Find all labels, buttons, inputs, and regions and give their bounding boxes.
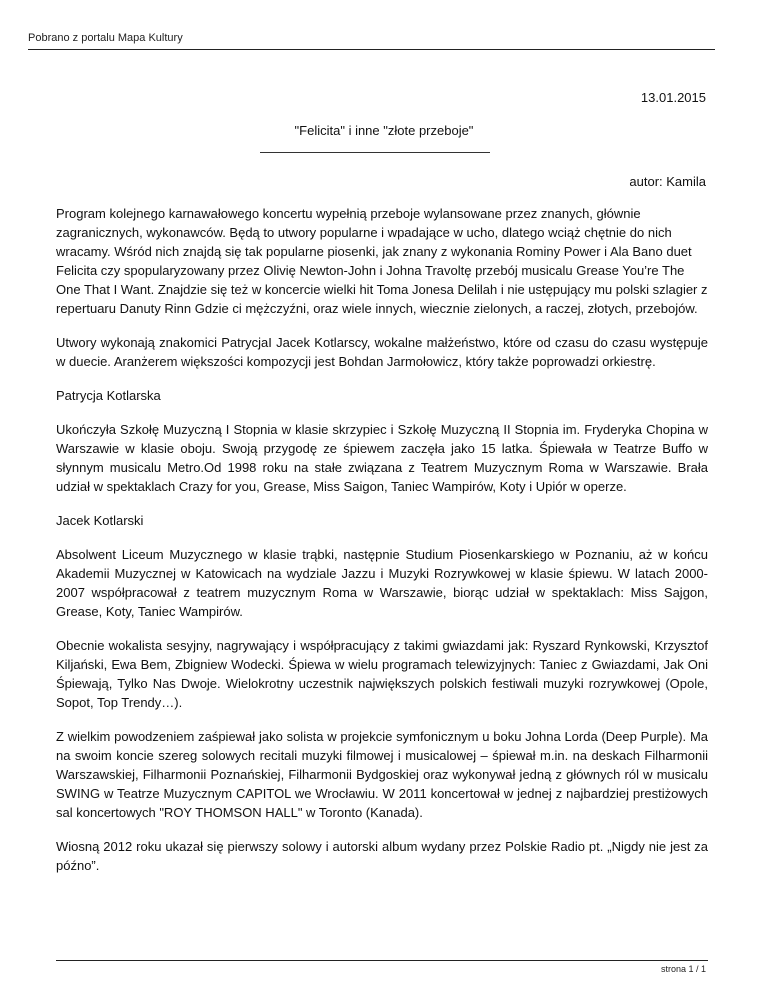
jacek-bio-paragraph-1: Absolwent Liceum Muzycznego w klasie trąbki, następnie Studium Piosenkarskiego w Poznaniu, aż w końcu Akademii Muzycznej w Katowicach na wydziale Jazzu i Muzyki Rozrywkowej w klasie śpiewu. W latach 2000-2007 współpracował z teatrem muzycznym Roma w Warszawie, biorąc udział w spektaklach: Miss Sajgon, Grease, Koty, Taniec Wampirów.	[56, 547, 708, 619]
article-date: 13.01.2015	[640, 90, 706, 105]
album-paragraph: Wiosną 2012 roku ukazał się pierwszy solowy i autorski album wydany przez Polskie Radio pt. „Nigdy nie jest za późno”.	[56, 839, 708, 873]
header-divider	[28, 49, 715, 50]
article-title: "Felicita" i inne "złote przeboje"	[294, 123, 474, 138]
patrycja-bio-paragraph: Ukończyła Szkołę Muzyczną I Stopnia w klasie skrzypiec i Szkołę Muzyczną II Stopnia im. Fryderyka Chopina w Warszawie w klasie oboju. Swoją przygodę ze śpiewem zaczęła jako 15 latka. Śpiewała w Teatrze Buffo w słynnym musicalu Metro.Od 1998 roku na stałe związana z Teatrem Muzycznym Roma w Warszawie. Brała udział w spektaklach Crazy for you, Grease, Miss Saigon, Taniec Wampirów, Koty i Upiór w operze.	[56, 422, 708, 494]
portal-source-label: Pobrano z portalu Mapa Kultury	[28, 32, 183, 44]
jacek-bio-paragraph-2: Obecnie wokalista sesyjny, nagrywający i współpracujący z takimi gwiazdami jak: Ryszard Rynkowski, Krzysztof Kiljański, Ewa Bem, Zbigniew Wodecki. Śpiewa w wielu programach telewizyjnych: Taniec z Gwiazdami, Jak Oni Śpiewają, Tylko Nas Dwoje. Wielokrotny uczestnik największych polskich festiwali muzyki rozrywkowej (Opole, Sopot, Top Trendy…).	[56, 638, 708, 710]
section-heading-patrycja: Patrycja Kotlarska	[56, 388, 161, 403]
article-body	[56, 204, 708, 890]
intro-paragraph: Program kolejnego karnawałowego koncertu wypełnią przeboje wylansowane przez znanych, głównie zagranicznych, wykonawców. Będą to utwory popularne i wpadające w ucho, dlatego wciąż chętnie do nich wracamy. Wśród nich znajdą się tak popularne piosenki, jak znany z wykonania Rominy Power i Ala Bano duet Felicita czy spopularyzowany przez Olivię Newton-John i Johna Travoltę przebój musicalu Grease You’re The One That I Want. Znajdzie się też w koncercie wielki hit Toma Jonesa Delilah i nie ustępujący mu polski szlagier z repertuaru Danuty Rinn Gdzie ci mężczyźni, oraz wiele innych, wiecznie zielonych, a raczej, złotych, przebojów.	[56, 206, 708, 316]
article-author: autor: Kamila	[629, 174, 706, 189]
title-underline	[260, 152, 490, 153]
footer-divider	[56, 960, 708, 961]
jacek-bio-paragraph-3: Z wielkim powodzeniem zaśpiewał jako solista w projekcie symfonicznym u boku Johna Lorda (Deep Purple). Ma na swoim koncie szereg solowych recitali muzyki filmowej i musicalowej – śpiewał m.in. na deskach Filharmonii Warszawskiej, Filharmonii Poznańskiej, Filharmonii Bydgoskiej oraz wykonywał jedną z głównych ról w musicalu SWING w Teatrze Muzycznym CAPITOL we Wrocławiu. W 2011 koncertował w jednej z najbardziej prestiżowych sal koncertowych "ROY THOMSON HALL" w Toronto (Kanada).	[56, 729, 708, 820]
performers-paragraph: Utwory wykonają znakomici PatrycjaI Jacek Kotlarscy, wokalne małżeństwo, które od czasu do czasu występuje w duecie. Aranżerem większości kompozycji jest Bohdan Jarmołowicz, który także poprowadzi orkiestrę.	[56, 335, 708, 369]
section-heading-jacek: Jacek Kotlarski	[56, 513, 144, 528]
page-number: strona 1 / 1	[660, 964, 706, 974]
